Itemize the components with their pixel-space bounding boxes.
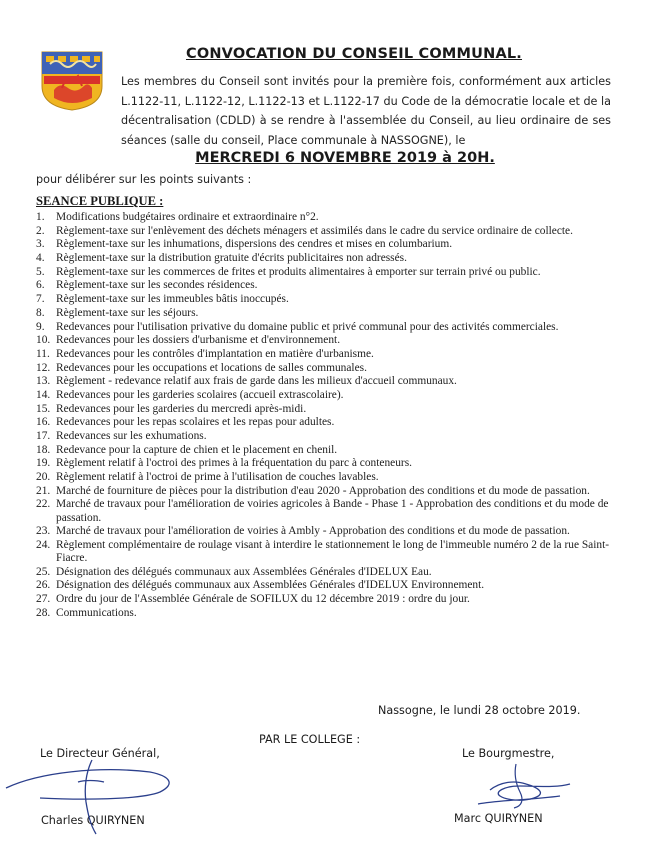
agenda-item [36,607,616,620]
agenda-item [36,566,616,579]
agenda-item [36,348,616,361]
agenda-item [36,266,616,279]
director-general-title: Le Directeur Général, [40,747,160,760]
agenda-item [36,293,616,306]
deliberate-line: pour délibérer sur les points suivants : [36,173,252,186]
agenda-item-text: Communications. [56,606,137,619]
agenda-item-number: 8. [36,306,45,319]
section-heading-public-session: SEANCE PUBLIQUE : [36,194,164,208]
agenda-item-text: Redevances pour les garderies du mercredi après-midi. [56,402,307,415]
agenda-item-text: Modifications budgétaires ordinaire et extraordinaire n°2. [56,211,319,223]
agenda-item-number: 5. [36,265,45,278]
agenda-item [36,416,616,429]
intro-paragraph: Les membres du Conseil sont invités pour la première fois, conformément aux articles L.1122-11, L.1122-12, L.1122-13 et L.1122-17 du Code de la démocratie locale et de la décentralisation (CDLD) à se rendre à l'assemblée du Conseil, au lieu ordinaire de ses séances (salle du conseil, Place communale à NASSOGNE), le [121,75,611,147]
agenda-item-text: Règlement relatif à l'octroi de prime à l'utilisation de couches lavables. [56,471,379,484]
agenda-item [36,457,616,470]
agenda-item-number: 10. [36,334,51,347]
agenda-item [36,252,616,265]
agenda-item-number: 3. [36,238,45,251]
place-and-date: Nassogne, le lundi 28 octobre 2019. [378,704,581,717]
agenda-item [36,471,616,484]
agenda-item-number: 11. [36,347,50,360]
agenda-item-text: Redevances pour l'utilisation privative du domaine public et privé communal pour des activités commerciales. [56,320,559,333]
agenda-item [36,593,616,606]
agenda-item-text: Règlement-taxe sur la distribution gratuite d'écrits publicitaires non adressés. [56,252,407,265]
agenda-item-text: Règlement complémentaire de roulage visant à interdire le stationnement le long de l'immeuble numéro 2 de la rue Saint-Fiacre. [56,538,610,564]
agenda-item [36,279,616,292]
mayor-title: Le Bourgmestre, [462,747,555,760]
agenda-item-text: Règlement - redevance relatif aux frais de garde dans les milieux d'accueil communaux. [56,375,457,388]
mayor-signature [470,760,580,810]
agenda-item-number: 20. [36,471,51,484]
agenda-item [36,485,616,498]
agenda-item [36,211,616,224]
agenda-item [36,389,616,402]
agenda-item-number: 14. [36,388,51,401]
agenda-item [36,238,616,251]
agenda-item-number: 9. [36,320,45,333]
agenda-item-text: Règlement-taxe sur les secondes résidences. [56,279,258,292]
agenda-item-number: 17. [36,430,51,442]
agenda-item-text: Redevances pour les repas scolaires et les repas pour adultes. [56,416,335,429]
agenda-item-text: Redevances pour les garderies scolaires (accueil extrascolaire). [56,388,344,401]
agenda-item-text: Règlement relatif à l'octroi des primes à la fréquentation du parc à conteneurs. [56,457,412,470]
agenda-item-text: Règlement-taxe sur les inhumations, dispersions des cendres et mises en columbarium. [56,238,453,251]
agenda-item-number: 1. [36,211,45,223]
agenda-item-number: 18. [36,443,51,456]
agenda-item-text: Règlement-taxe sur les immeubles bâtis inoccupés. [56,293,289,306]
agenda-item [36,307,616,320]
agenda-item-text: Règlement-taxe sur les séjours. [56,306,199,319]
agenda-item [36,498,616,524]
agenda-item [36,444,616,457]
agenda-item-number: 27. [36,593,51,606]
agenda-item-number: 25. [36,565,51,578]
agenda-item-text: Règlement-taxe sur l'enlèvement des déchets ménagers et assimilés dans le cadre du service ordinaire de collecte. [56,224,573,237]
agenda-item [36,321,616,334]
agenda-item-text: Ordre du jour de l'Assemblée Générale de SOFILUX du 12 décembre 2019 : ordre du jour. [56,593,470,606]
agenda-item-number: 23. [36,525,51,538]
agenda-item [36,225,616,238]
agenda-item-text: Redevances sur les exhumations. [56,430,207,442]
agenda-item-number: 24. [36,538,51,551]
agenda-item-text: Redevances pour les dossiers d'urbanisme et d'environnement. [56,334,341,347]
agenda-item-text: Redevances pour les contrôles d'implantation en matière d'urbanisme. [56,347,374,360]
agenda-item [36,430,616,443]
agenda-item [36,403,616,416]
agenda-item-number: 12. [36,361,51,374]
agenda-item [36,334,616,347]
director-general-signature [0,758,190,838]
agenda-item-text: Désignation des délégués communaux aux Assemblées Générales d'IDELUX Environnement. [56,579,485,592]
agenda-item-number: 6. [36,279,45,292]
agenda-item-text: Marché de travaux pour l'amélioration de voiries à Ambly - Approbation des conditions et du mode de passation. [56,525,570,538]
agenda-item-text: Redevances pour les occupations et locations de salles communales. [56,361,367,374]
agenda-item-number: 4. [36,252,45,265]
agenda-item-text: Marché de fourniture de pièces pour la distribution d'eau 2020 - Approbation des conditions et du mode de passation. [56,484,590,497]
college-label: PAR LE COLLEGE : [259,733,361,746]
agenda-item-number: 26. [36,579,51,592]
agenda-item [36,539,616,565]
agenda-item-number: 15. [36,402,51,415]
agenda-item [36,375,616,388]
agenda-item-number: 13. [36,375,51,388]
agenda-item-text: Règlement-taxe sur les commerces de frites et produits alimentaires à emporter sur terrain privé ou public. [56,265,541,278]
agenda-item-number: 22. [36,498,51,511]
document-title: CONVOCATION DU CONSEIL COMMUNAL. [185,46,523,62]
agenda-item-text: Marché de travaux pour l'amélioration de voiries agricoles à Bande - Phase 1 - Approbation des conditions et du mode de passation. [56,498,609,524]
agenda-item-number: 2. [36,224,45,237]
agenda-item [36,579,616,592]
agenda-item-text: Désignation des délégués communaux aux Assemblées Générales d'IDELUX Eau. [56,565,432,578]
agenda-item-number: 16. [36,416,51,429]
agenda-item [36,362,616,375]
agenda-item-number: 21. [36,484,51,497]
meeting-date: MERCREDI 6 NOVEMBRE 2019 à 20H. [195,150,495,166]
agenda-item-number: 7. [36,293,45,306]
mayor-name: Marc QUIRYNEN [454,812,543,825]
agenda-item-number: 19. [36,457,51,470]
agenda-list [36,211,616,620]
agenda-item-number: 28. [36,606,51,619]
agenda-item [36,525,616,538]
agenda-item-text: Redevance pour la capture de chien et le placement en chenil. [56,443,338,456]
director-general-name: Charles QUIRYNEN [41,814,145,827]
